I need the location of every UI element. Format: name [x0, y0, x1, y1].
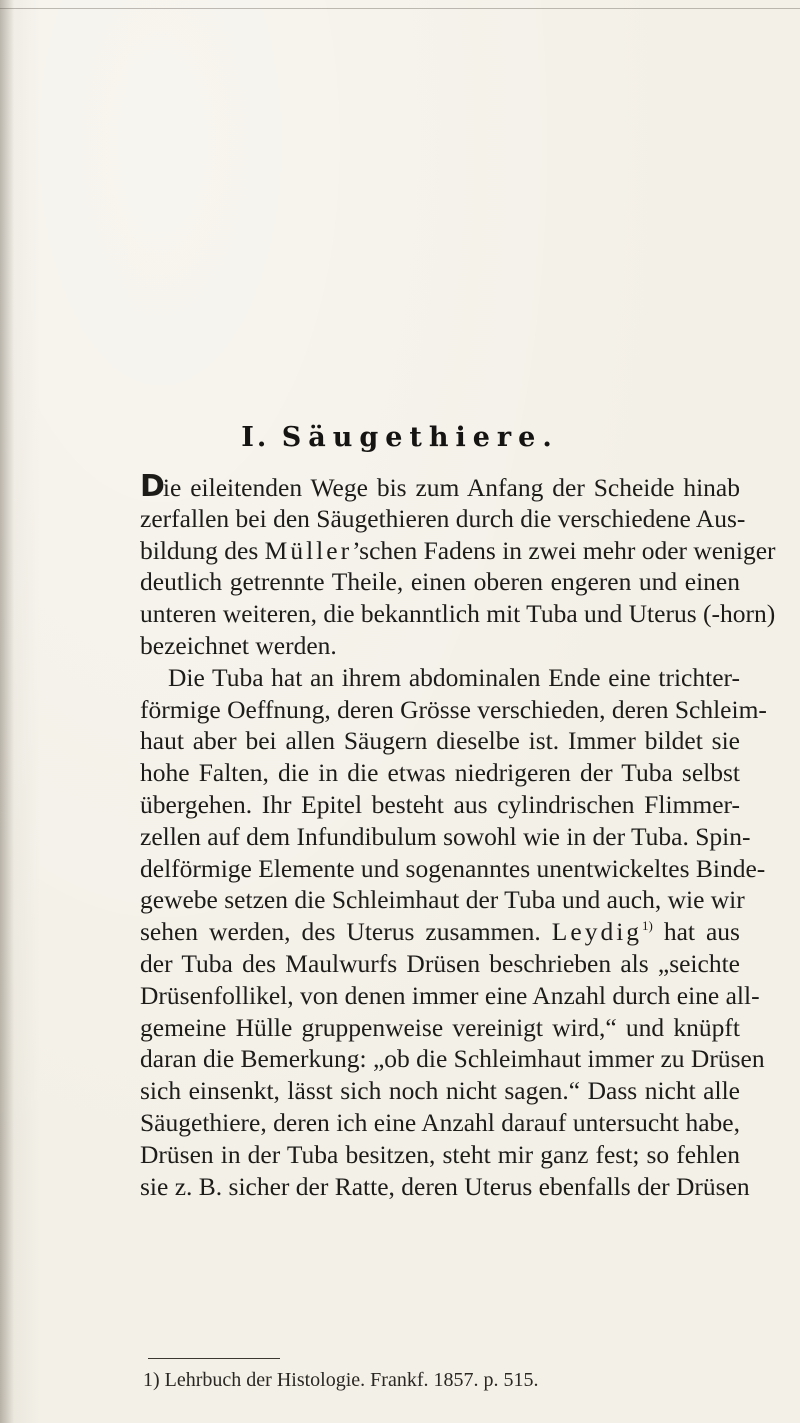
line-text: Säugethiere, deren ich eine Anzahl darauf untersucht habe,: [140, 1107, 740, 1137]
line-text: übergehen. Ihr Epitel besteht aus cylindrischen Flimmer-: [140, 789, 740, 819]
section-heading: [0, 422, 800, 453]
text-line: [140, 630, 740, 662]
line-text: ie eileitenden Wege bis zum Anfang der Scheide hinab: [162, 473, 740, 502]
text-line: [140, 662, 740, 694]
text-line: [140, 789, 740, 821]
text-line: [140, 1139, 740, 1171]
line-text: hohe Falten, die in die etwas niedrigeren der Tuba selbst: [140, 758, 740, 788]
text-line: [140, 471, 740, 503]
line-text: bezeichnet werden.: [140, 630, 337, 660]
line-text: Drüsenfollikel, von denen immer eine Anzahl durch eine all-: [140, 980, 760, 1010]
footnote: 1) Lehrbuch der Histologie. Frankf. 1857. p. 515.: [143, 1369, 539, 1391]
line-text: bildung des: [140, 535, 265, 565]
text-line: [140, 725, 740, 757]
text-line: [140, 948, 740, 980]
text-line: [140, 821, 751, 853]
line-text: hat aus: [652, 917, 740, 947]
text-line: [140, 1107, 740, 1139]
author-name-mueller: Müller: [264, 535, 353, 565]
line-text: gemeine Hülle gruppenweise vereinigt wird,“ und knüpft: [140, 1012, 740, 1042]
line-text: sich einsenkt, lässt sich noch nicht sagen.“ Dass nicht alle: [140, 1076, 740, 1106]
text-line: [140, 884, 745, 916]
text-line: [140, 757, 740, 789]
paragraph-2: [140, 662, 767, 1203]
line-text: unteren weiteren, die bekanntlich mit Tuba und Uterus (-horn): [140, 599, 776, 629]
text-line: [140, 1012, 740, 1044]
body-text: [140, 469, 776, 1202]
text-line: [140, 566, 740, 598]
line-text: deutlich getrennte Theile, einen oberen engeren und einen: [140, 567, 740, 597]
page-binding-shadow: [0, 0, 14, 1423]
line-text: sehen werden, des Uterus zusammen.: [140, 917, 552, 947]
text-line: [140, 694, 767, 726]
text-line: [140, 1075, 740, 1107]
section-title: Säugethiere.: [281, 422, 559, 453]
footnote-marker: 1): [642, 918, 653, 934]
line-text: sie z. B. sicher der Ratte, deren Uterus ebenfalls der Drüsen: [140, 1171, 750, 1201]
line-text: Die Tuba hat an ihrem abdominalen Ende eine trichter-: [168, 662, 740, 692]
text-line: [140, 853, 766, 885]
text-line: [140, 980, 760, 1012]
line-text: der Tuba des Maulwurfs Drüsen beschrieben als „seichte: [140, 948, 740, 978]
text-line: [140, 916, 740, 948]
paragraph-1: [140, 469, 776, 662]
text-line: [140, 1171, 750, 1203]
drop-cap: D: [140, 469, 163, 504]
line-text: haut aber bei allen Säugern dieselbe ist. Immer bildet sie: [140, 726, 740, 756]
text-line: [140, 503, 746, 535]
line-text: gewebe setzen die Schleimhaut der Tuba und auch, wie wir: [140, 885, 745, 915]
text-line: [140, 1043, 765, 1075]
line-text: daran die Bemerkung: „ob die Schleimhaut immer zu Drüsen: [140, 1044, 765, 1074]
footnote-divider: [148, 1358, 280, 1359]
line-text: delförmige Elemente und sogenanntes unentwickeltes Binde-: [140, 853, 766, 883]
line-text: zerfallen bei den Säugethieren durch die verschiedene Aus-: [140, 503, 746, 533]
section-numeral: I.: [241, 422, 270, 453]
text-line: [140, 598, 776, 630]
line-text: Drüsen in der Tuba besitzen, steht mir ganz fest; so fehlen: [140, 1139, 740, 1169]
line-text: zellen auf dem Infundibulum sowohl wie in der Tuba. Spin-: [140, 821, 751, 851]
author-name-leydig: Leydig: [551, 917, 643, 947]
line-text: ’schen Fadens in zwei mehr oder weniger: [352, 535, 776, 565]
text-line: [140, 535, 776, 567]
line-text: förmige Oeffnung, deren Grösse verschieden, deren Schleim-: [140, 694, 767, 724]
top-edge-line: [0, 8, 800, 9]
